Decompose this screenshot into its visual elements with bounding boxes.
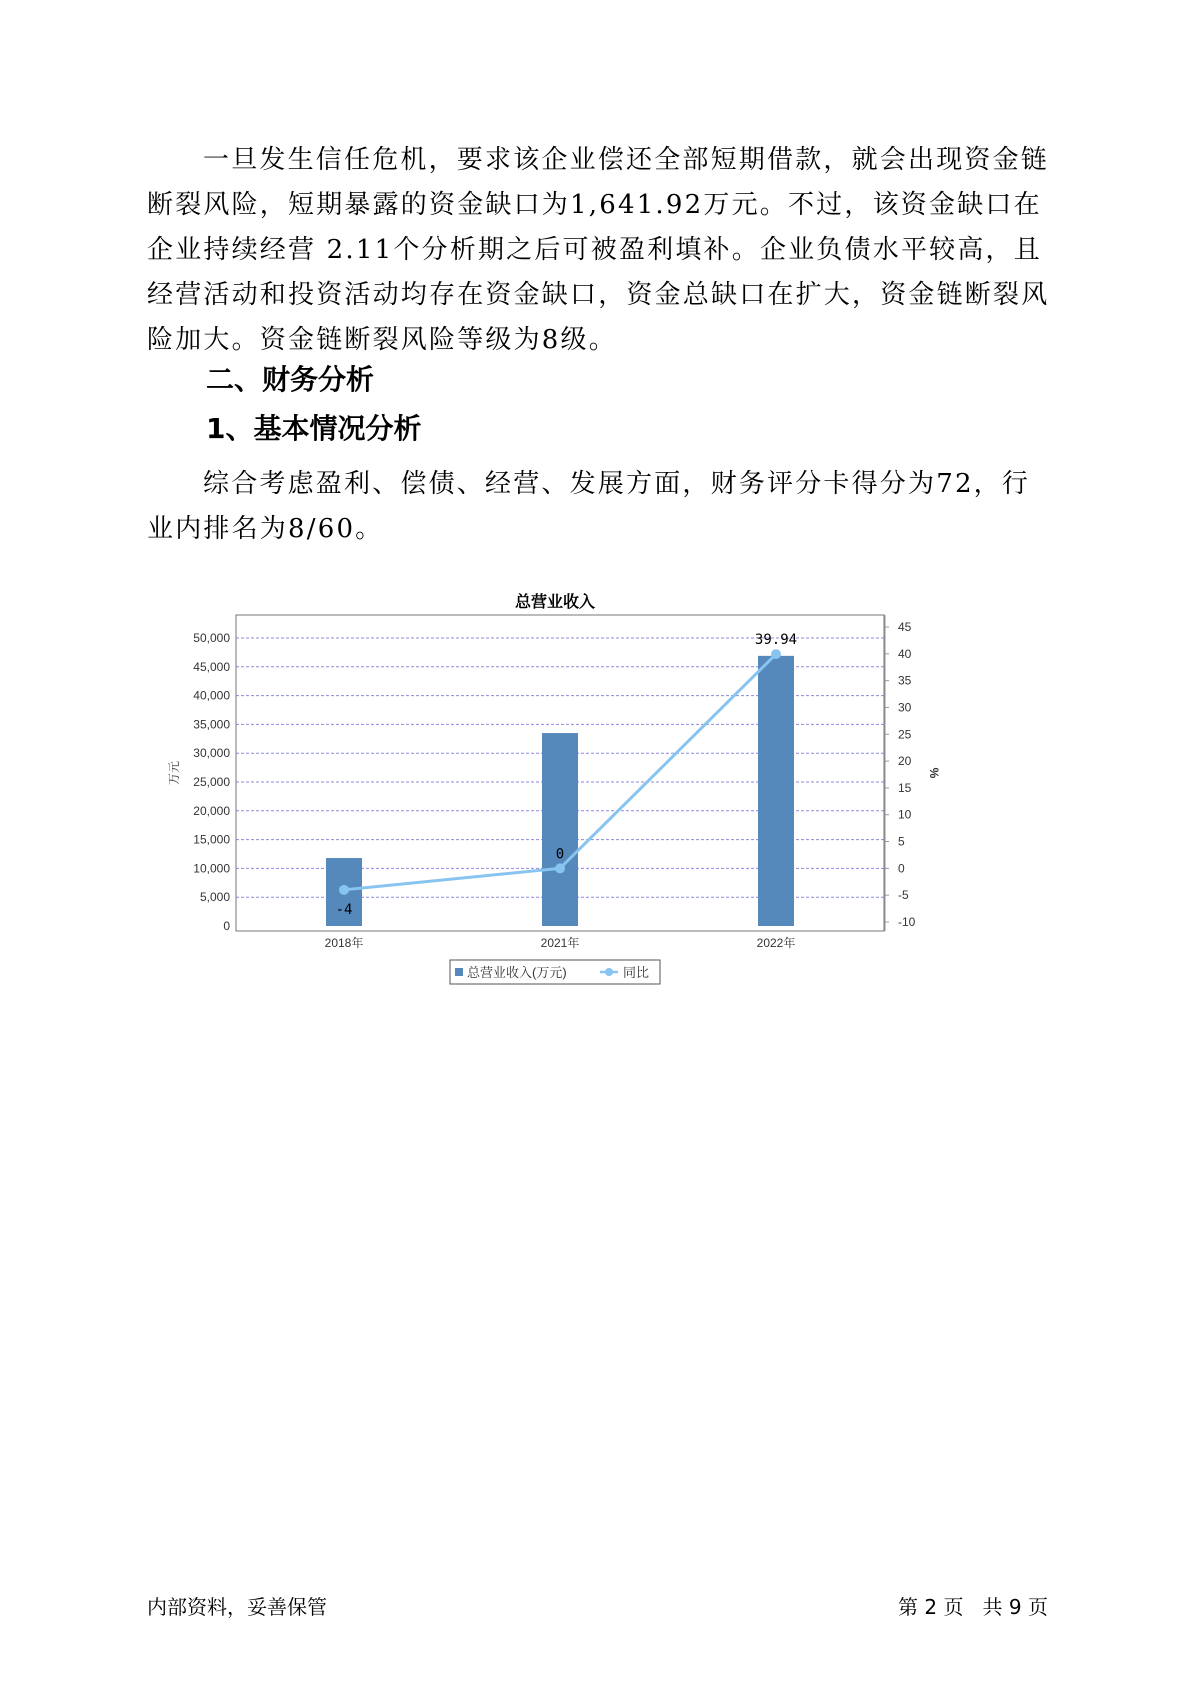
y-right-tick: 10 — [898, 807, 912, 822]
legend-line-label: 同比 — [623, 965, 650, 980]
y-left-tick: 50,000 — [193, 631, 230, 645]
yoy-point — [555, 863, 565, 873]
chart-legend — [450, 960, 660, 984]
x-tick: 2022年 — [756, 936, 796, 950]
yoy-data-label: 0 — [555, 846, 565, 863]
y-right-tick: 0 — [898, 861, 905, 876]
paragraph-risk: 一旦发生信任危机，要求该企业偿还全部短期借款，就会出现资金链断裂风险，短期暴露的资金缺口为1,641.92万元。不过，该资金缺口在企业持续经营 2.11个分析期之后可被盈利填补。企业负债水平较高，且经营活动和投资活动均存在资金缺口，资金总缺口在扩大，资金链断裂风险加大。资金链断裂风险等级为8级。 — [147, 145, 1050, 355]
heading-financial-analysis: 二、财务分析 — [206, 363, 375, 396]
legend-line-marker — [605, 968, 613, 976]
y-left-tick: 45,000 — [193, 659, 230, 674]
y-right-tick: 20 — [898, 754, 912, 769]
y-right-tick: 5 — [898, 834, 905, 849]
y-right-tick: 30 — [898, 700, 912, 715]
y-left-tick: 15,000 — [193, 832, 230, 847]
y-left-tick: 40,000 — [193, 688, 230, 703]
y-right-tick: 25 — [898, 727, 912, 742]
y-right-tick: -10 — [898, 915, 916, 929]
x-tick: 2018年 — [324, 936, 364, 950]
y-right-tick: 45 — [898, 620, 912, 634]
y-right-tick: 35 — [898, 673, 912, 688]
y-left-tick: 10,000 — [193, 861, 230, 876]
paragraph-score: 综合考虑盈利、偿债、经营、发展方面，财务评分卡得分为72，行业内排名为8/60。 — [147, 469, 1031, 544]
y-left-tick: 0 — [223, 919, 230, 933]
legend-bar-label: 总营业收入(万元) — [467, 965, 567, 980]
footer-confidential: 内部资料，妥善保管 — [147, 1595, 327, 1619]
yoy-point — [339, 885, 349, 895]
yoy-data-label: 39.94 — [754, 632, 798, 649]
heading-basic-analysis: 1、基本情况分析 — [206, 412, 422, 445]
y-right-label: % — [927, 767, 941, 779]
y-left-tick: 30,000 — [193, 746, 230, 761]
chart-title: 总营业收入 — [514, 592, 596, 611]
y-left-label: 万元 — [167, 760, 181, 786]
legend-bar-swatch — [455, 968, 463, 976]
revenue-bar — [542, 733, 578, 926]
y-left-tick: 35,000 — [193, 717, 230, 732]
revenue-chart — [167, 592, 1010, 1030]
y-right-tick: -5 — [898, 888, 909, 903]
yoy-data-label: -4 — [335, 901, 353, 918]
y-left-tick: 20,000 — [193, 803, 230, 818]
y-left-tick: 25,000 — [193, 775, 230, 789]
y-right-tick: 40 — [898, 646, 912, 661]
x-tick: 2021年 — [540, 936, 580, 950]
revenue-bar — [758, 656, 794, 926]
yoy-point — [771, 649, 781, 659]
y-right-tick: 15 — [898, 780, 912, 795]
footer-page-number: 第 2 页 共 9 页 — [898, 1595, 1048, 1619]
y-left-tick: 5,000 — [199, 890, 230, 905]
